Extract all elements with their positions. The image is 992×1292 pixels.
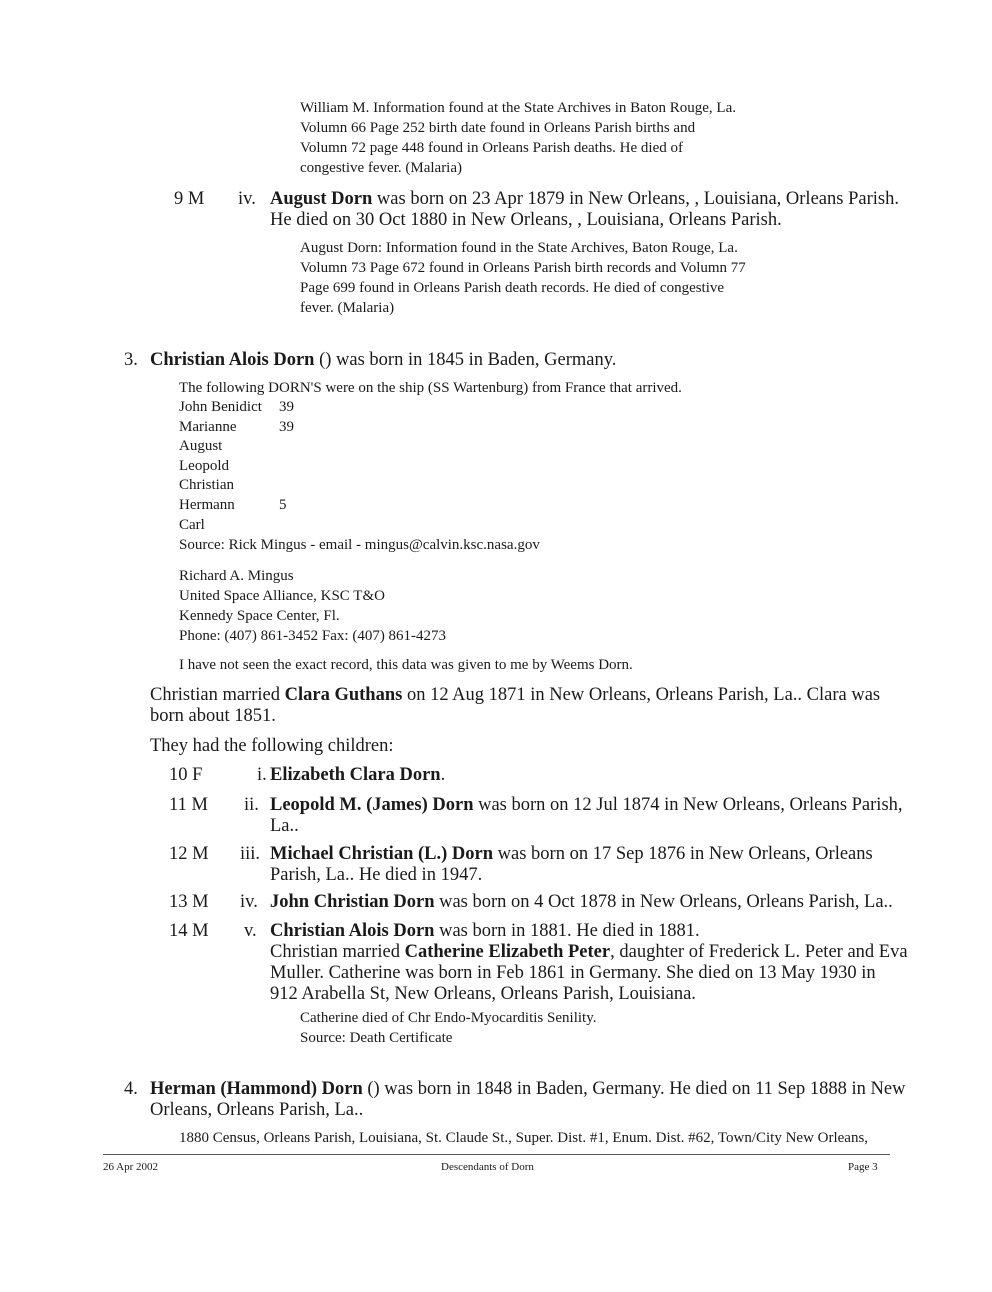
passenger-name: August [179,438,223,455]
child-roman: iv. [240,892,258,912]
footer-date: 26 Apr 2002 [103,1161,158,1173]
child-roman: iii. [240,844,261,864]
child-entry: John Christian Dorn was born on 4 Oct 1878 in New Orleans, Orleans Parish, La.. [270,892,893,912]
child-number: 9 M [174,189,205,209]
august-note [300,238,746,318]
passenger-age [279,476,294,496]
contact-line: Phone: (407) 861-3452 Fax: (407) 861-4273 [179,628,447,644]
passenger-name: Hermann [179,496,235,513]
contact-line: United Space Alliance, KSC T&O [179,588,385,604]
source-line: Source: Rick Mingus - email - mingus@calvin.ksc.nasa.gov [179,537,540,553]
marriage-paragraph [150,685,880,727]
child-line: He died on 30 Oct 1880 in New Orleans, , Louisiana, Orleans Parish. [270,210,782,230]
passenger-row [179,398,294,418]
note-line: Page 699 found in Orleans Parish death records. He died of congestive [300,280,725,296]
note-line: fever. (Malaria) [300,300,395,316]
child-line: Christian married Catherine Elizabeth Peter, daughter of Frederick L. Peter and Eva [270,942,908,962]
passenger-row [179,516,294,536]
person-name: Christian Alois Dorn [150,350,315,370]
child-roman: ii. [244,795,259,815]
child-entry [270,795,903,837]
entry-number: 3. [124,350,138,370]
note-line: congestive fever. (Malaria) [300,160,463,176]
child-line [270,189,899,210]
passenger-age: 5 [279,496,287,513]
entry-line: Herman (Hammond) Dorn () was born in 1848 in Baden, Germany. He died on 11 Sep 1888 in New [150,1079,906,1099]
person-name: Elizabeth Clara Dorn [270,765,441,785]
entry-heading [150,1079,905,1121]
marriage-line: born about 1851. [150,706,276,726]
william-note [300,98,736,178]
person-name: Herman (Hammond) Dorn [150,1079,363,1099]
child-roman: i. [257,765,267,785]
person-name: Michael Christian (L.) Dorn [270,844,494,864]
child-entry [270,844,873,886]
child-roman: iv. [238,189,256,209]
child-entry [270,189,899,231]
passenger-name: Leopold [179,457,229,474]
child-entry [270,921,908,1005]
ship-note: The following DORN'S were on the ship (SS Wartenburg) from France that arrived. [179,380,682,396]
child-entry: Elizabeth Clara Dorn. [270,765,446,785]
child-line: Muller. Catherine was born in Feb 1861 in Germany. She died on 13 May 1930 in [270,963,876,983]
note-line: Volumn 66 Page 252 birth date found in Orleans Parish births and [300,120,696,136]
child-roman: v. [244,921,257,941]
note-line: Volumn 73 Page 672 found in Orleans Parish birth records and Volumn 77 [300,260,746,276]
census-note: 1880 Census, Orleans Parish, Louisiana, St. Claude St., Super. Dist. #1, Enum. Dist. #62, Town/City New Orleans, [179,1130,869,1146]
child-line: Michael Christian (L.) Dorn was born on 17 Sep 1876 in New Orleans, Orleans [270,844,873,864]
passenger-row [179,437,294,457]
child-number: 11 M [169,795,208,815]
note-line: Volumn 72 page 448 found in Orleans Parish deaths. He died of [300,140,683,156]
passenger-row [179,457,294,477]
spouse-name: Catherine Elizabeth Peter [404,942,611,962]
person-name: August Dorn [270,189,373,209]
passenger-age [279,516,294,536]
passenger-age [279,457,294,477]
entry-line: Orleans, Orleans Parish, La.. [150,1100,364,1120]
note-line: Catherine died of Chr Endo-Myocarditis Senility. [300,1010,597,1026]
child-line: Christian Alois Dorn was born in 1881. He died in 1881. [270,921,700,941]
note-line: William M. Information found at the State Archives in Baton Rouge, La. [300,100,736,116]
child-line: Parish, La.. He died in 1947. [270,865,483,885]
child-line: Leopold M. (James) Dorn was born on 12 Jul 1874 in New Orleans, Orleans Parish, [270,795,903,815]
passenger-name: John Benidict [179,399,262,415]
passenger-age [279,437,294,457]
child-line: 912 Arabella St, New Orleans, Orleans Parish, Louisiana. [270,984,696,1004]
child-number: 14 M [169,921,209,941]
contact-block [179,566,446,646]
child-number: 13 M [169,892,209,912]
passenger-age: 39 [279,418,294,435]
note-line: Source: Death Certificate [300,1030,453,1046]
contact-line: Kennedy Space Center, Fl. [179,608,340,624]
marriage-line: Christian married Clara Guthans on 12 Aug 1871 in New Orleans, Orleans Parish, La.. Clara was [150,685,881,705]
spouse-name: Clara Guthans [284,685,403,705]
children-intro: They had the following children: [150,736,394,756]
passenger-row [179,418,294,438]
catherine-note [300,1008,596,1048]
note-line: August Dorn: Information found in the State Archives, Baton Rouge, La. [300,240,738,256]
weems-note: I have not seen the exact record, this data was given to me by Weems Dorn. [179,657,633,673]
footer-divider [103,1154,890,1155]
entry-text: () was born in 1845 in Baden, Germany. [314,350,617,370]
entry-heading [150,350,616,371]
entry-number: 4. [124,1079,138,1099]
passenger-row [179,496,294,516]
passenger-name: Marianne [179,418,237,435]
footer-page: Page 3 [848,1161,878,1173]
passenger-list [179,398,294,535]
person-name: Christian Alois Dorn [270,921,435,941]
child-number: 12 M [169,844,209,864]
passenger-name: Christian [179,477,234,494]
footer-title: Descendants of Dorn [441,1161,534,1173]
child-line: La.. [270,816,299,836]
contact-line: Richard A. Mingus [179,568,294,584]
person-name: John Christian Dorn [270,892,435,912]
passenger-age: 39 [279,399,294,415]
passenger-name: Carl [179,516,205,533]
child-text: was born on 23 Apr 1879 in New Orleans, , Louisiana, Orleans Parish. [372,189,899,209]
passenger-row [179,476,294,496]
person-name: Leopold M. (James) Dorn [270,795,474,815]
child-number: 10 F [169,765,203,785]
